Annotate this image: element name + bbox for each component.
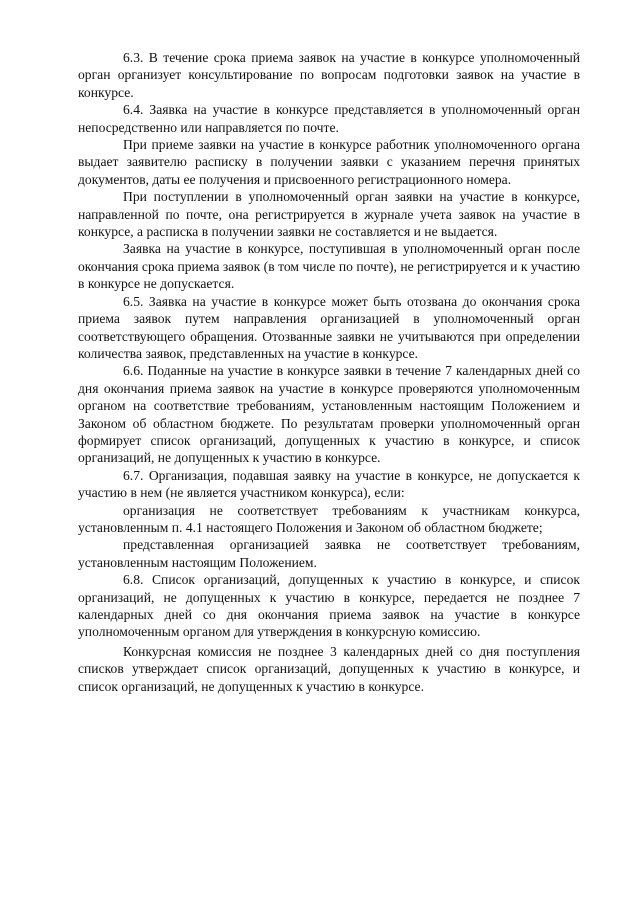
paragraph-6-4: 6.4. Заявка на участие в конкурсе представляется в уполномоченный орган непосредственно или направляется по почте. bbox=[78, 102, 580, 135]
paragraph-6-3: 6.3. В течение срока приема заявок на участие в конкурсе уполномоченный орган организует консультирование по вопросам подготовки заявок на участие в конкурсе. bbox=[78, 50, 580, 100]
paragraph-receipt-issuance: При приеме заявки на участие в конкурсе работник уполномоченного органа выдает заявителю расписку в получении заявки с указанием перечня принятых документов, даты ее получения и присвоенного регистрационного номера. bbox=[78, 137, 580, 187]
document-page bbox=[78, 49, 580, 695]
paragraph-commission-approval: Конкурсная комиссия не позднее 3 календарных дней со дня поступления списков утверждает список организаций, допущенных к участию в конкурсе, и список организаций, не допущенных к участию в конкурсе. bbox=[78, 643, 580, 694]
paragraph-requirement-mismatch: организация не соответствует требованиям к участникам конкурса, установленным п. 4.1 настоящего Положения и Законом об областном бюджете; bbox=[78, 502, 580, 535]
paragraph-6-6: 6.6. Поданные на участие в конкурсе заявки в течение 7 календарных дней со дня окончания приема заявок на участие в конкурсе проверяются уполномоченным органом на соответствие требованиям, установленным настоящим Положением и Законом об областном бюджете. По результатам проверки уполномоченный орган формирует список организаций, допущенных к участию в конкурсе, и список организаций, не допущенных к участию в конкурсе. bbox=[78, 363, 580, 466]
paragraph-postal-registration: При поступлении в уполномоченный орган заявки на участие в конкурсе, направленной по почте, она регистрируется в журнале учета заявок на участие в конкурсе, а расписка в получении заявки не составляется и не выдается. bbox=[78, 189, 580, 240]
paragraph-6-7: 6.7. Организация, подавшая заявку на участие в конкурсе, не допускается к участию в нем (не является участником конкурса), если: bbox=[78, 467, 580, 501]
paragraph-application-mismatch: представленная организацией заявка не соответствует требованиям, установленным настоящим Положением. bbox=[78, 537, 580, 570]
paragraph-6-5: 6.5. Заявка на участие в конкурсе может быть отозвана до окончания срока приема заявок путем направления организацией в уполномоченный орган соответствующего обращения. Отозванные заявки не учитываются при определении количества заявок, представленных на участие в конкурсе. bbox=[78, 293, 580, 361]
paragraph-late-application: Заявка на участие в конкурсе, поступившая в уполномоченный орган после окончания срока приема заявок (в том числе по почте), не регистрируется и к участию в конкурсе не допускается. bbox=[78, 241, 580, 292]
paragraph-6-8: 6.8. Список организаций, допущенных к участию в конкурсе, и список организаций, не допущенных к участию в конкурсе, передается не позднее 7 календарных дней со дня окончания приема заявок на участие в конкурсе уполномоченным органом для утверждения в конкурсную комиссию. bbox=[78, 572, 580, 640]
